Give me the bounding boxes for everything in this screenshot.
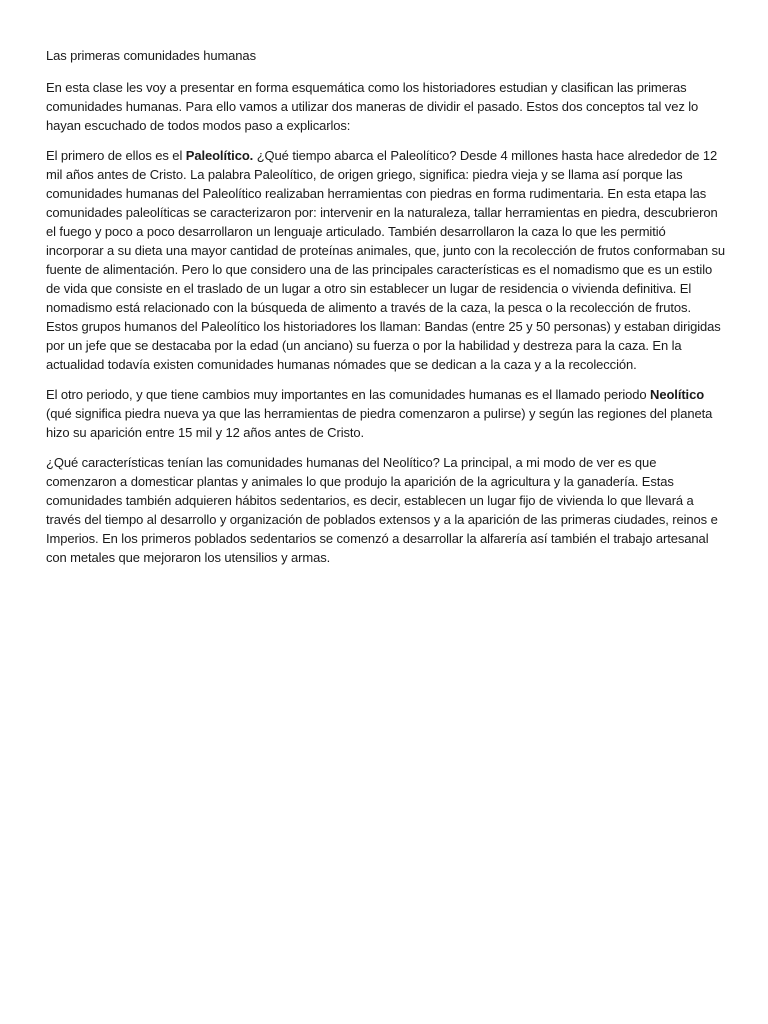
document-page (46, 46, 726, 578)
paragraph-text: ¿Qué características tenían las comunidades humanas del Neolítico? La principal, a mi modo de ver es que comenzaron a domesticar plantas y animales lo que produjo la aparición de la agricultura y la ganadería. Estas comunidades también adquieren hábitos sedentarios, es decir, establecen un lugar fijo de vivienda lo que llevará a través del tiempo al desarrollo y organización de poblados extensos y a la aparición de las primeras ciudades, reinos e Imperios. En los primeros poblados sedentarios se comenzó a desarrollar la alfarería así también el trabajo artesanal con metales que mejoraron los utensilios y armas. (46, 455, 718, 565)
document-title: Las primeras comunidades humanas (46, 48, 256, 63)
paragraph-neolitico-intro (46, 385, 726, 442)
term-paleolitico: Paleolítico. (185, 148, 254, 163)
paragraph-neolitico-caracteristicas (46, 453, 726, 567)
paragraph-text: El otro periodo, y que tiene cambios muy importantes en las comunidades humanas es el llamado periodo (46, 387, 651, 402)
paragraph-text: (qué significa piedra nueva ya que las herramientas de piedra comenzaron a pulirse) y según las regiones del planeta hizo su aparición entre 15 mil y 12 años antes de Cristo. (46, 406, 713, 440)
paragraph-intro (46, 78, 726, 135)
paragraph-text: En esta clase les voy a presentar en forma esquemática como los historiadores estudian y clasifican las primeras comunidades humanas. Para ello vamos a utilizar dos maneras de dividir el pasado. Estos dos conceptos tal vez lo hayan escuchado de todos modos paso a explicarlos: (46, 80, 699, 133)
paragraph-paleolitico (46, 146, 726, 374)
paragraph-text: El primero de ellos es el (46, 148, 186, 163)
paragraph-text: ¿Qué tiempo abarca el Paleolítico? Desde 4 millones hasta hace alrededor de 12 mil años antes de Cristo. La palabra Paleolítico, de origen griego, significa: piedra vieja y se llama así porque las comunidades humanas del Paleolítico realizaban herramientas con piedras en forma rudimentaria. En esta etapa las comunidades paleolíticas se caracterizaron por: intervenir en la naturaleza, tallar herramientas en piedra, descubrieron el fuego y poco a poco desarrollaron un lenguaje articulado. También desarrollaron la caza lo que les permitió incorporar a su dieta una mayor cantidad de proteínas animales, que, junto con la recolección de frutos conformaban su fuente de alimentación. Pero lo que considero una de las principales características es el nomadismo que es un estilo de vida que consiste en el traslado de un lugar a otro sin establecer un lugar de residencia o vivienda definitiva. El nomadismo está relacionado con la búsqueda de alimento a través de la caza, la pesca o la recolección de frutos. Estos grupos humanos del Paleolítico los historiadores los llaman: Bandas (entre 25 y 50 personas) y estaban dirigidas por un jefe que se destacaba por la edad (un anciano) su fuerza o por la habilidad y destreza para la caza. En la actualidad todavía existen comunidades humanas nómades que se dedican a la caza y a la recolección. (46, 148, 726, 372)
term-neolitico: Neolítico (650, 387, 705, 402)
